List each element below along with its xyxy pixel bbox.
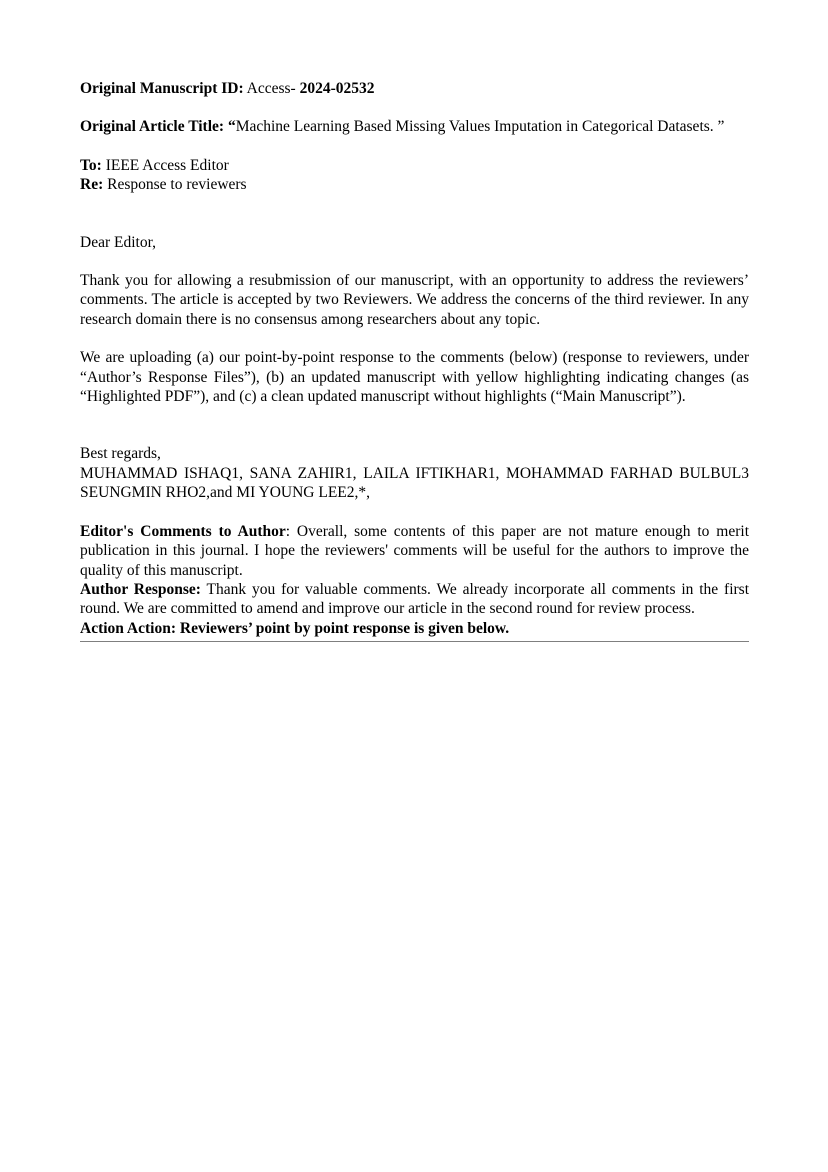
- manuscript-id-number: 2024-02532: [299, 80, 375, 97]
- editor-comments-text: : Overall, some contents of this paper are not mature enough to merit publication in this journal. I hope the reviewers' comments will be useful for the authors to improve the quality of this manuscript.: [80, 522, 749, 579]
- horizontal-divider: [80, 641, 749, 642]
- action-line: Action Action: Reviewers’ point by point response is given below.: [80, 619, 510, 637]
- re-line: [80, 175, 749, 194]
- manuscript-id-label: Original Manuscript ID:: [80, 80, 244, 97]
- author-response-text: Thank you for valuable comments. We already incorporate all comments in the first round. We are committed to amend and improve our article in the second round for review process.: [80, 580, 749, 618]
- closing: Best regards,: [80, 445, 161, 463]
- re-label: Re:: [80, 176, 104, 194]
- article-title-text: Machine Learning Based Missing Values Imputation in Categorical Datasets. ”: [235, 118, 725, 136]
- re-value: Response to reviewers: [103, 176, 247, 194]
- manuscript-id-prefix: Access-: [243, 80, 300, 97]
- to-label: To:: [80, 156, 102, 174]
- to-line: [80, 156, 749, 175]
- editor-comments: [80, 522, 749, 580]
- author-list: MUHAMMAD ISHAQ1, SANA ZAHIR1, LAILA IFTIKHAR1, MOHAMMAD FARHAD BULBUL3 SEUNGMIN RHO2,and MI YOUNG LEE2,*,: [80, 464, 749, 502]
- paragraph-1: Thank you for allowing a resubmission of our manuscript, with an opportunity to address the reviewers’ comments. The article is accepted by two Reviewers. We address the concerns of the third reviewer. In any research domain there is no consensus among researchers about any topic.: [80, 272, 749, 328]
- article-title-label: Original Article Title: “: [80, 118, 236, 136]
- author-response: [80, 580, 749, 619]
- author-response-label: Author Response:: [80, 580, 201, 598]
- paragraph-2: We are uploading (a) our point-by-point response to the comments (below) (response to reviewers, under “Author’s Response Files”), (b) an updated manuscript with yellow highlighting indicating changes (as “Highlighted PDF”), and (c) a clean updated manuscript without highlights (“Main Manuscript”).: [80, 349, 749, 406]
- manuscript-id-line: [80, 79, 749, 98]
- to-value: IEEE Access Editor: [101, 156, 229, 174]
- letter-body: [80, 79, 749, 642]
- editor-comments-label: Editor's Comments to Author: [80, 522, 286, 540]
- article-title-line: [80, 117, 749, 136]
- salutation: Dear Editor,: [80, 233, 156, 251]
